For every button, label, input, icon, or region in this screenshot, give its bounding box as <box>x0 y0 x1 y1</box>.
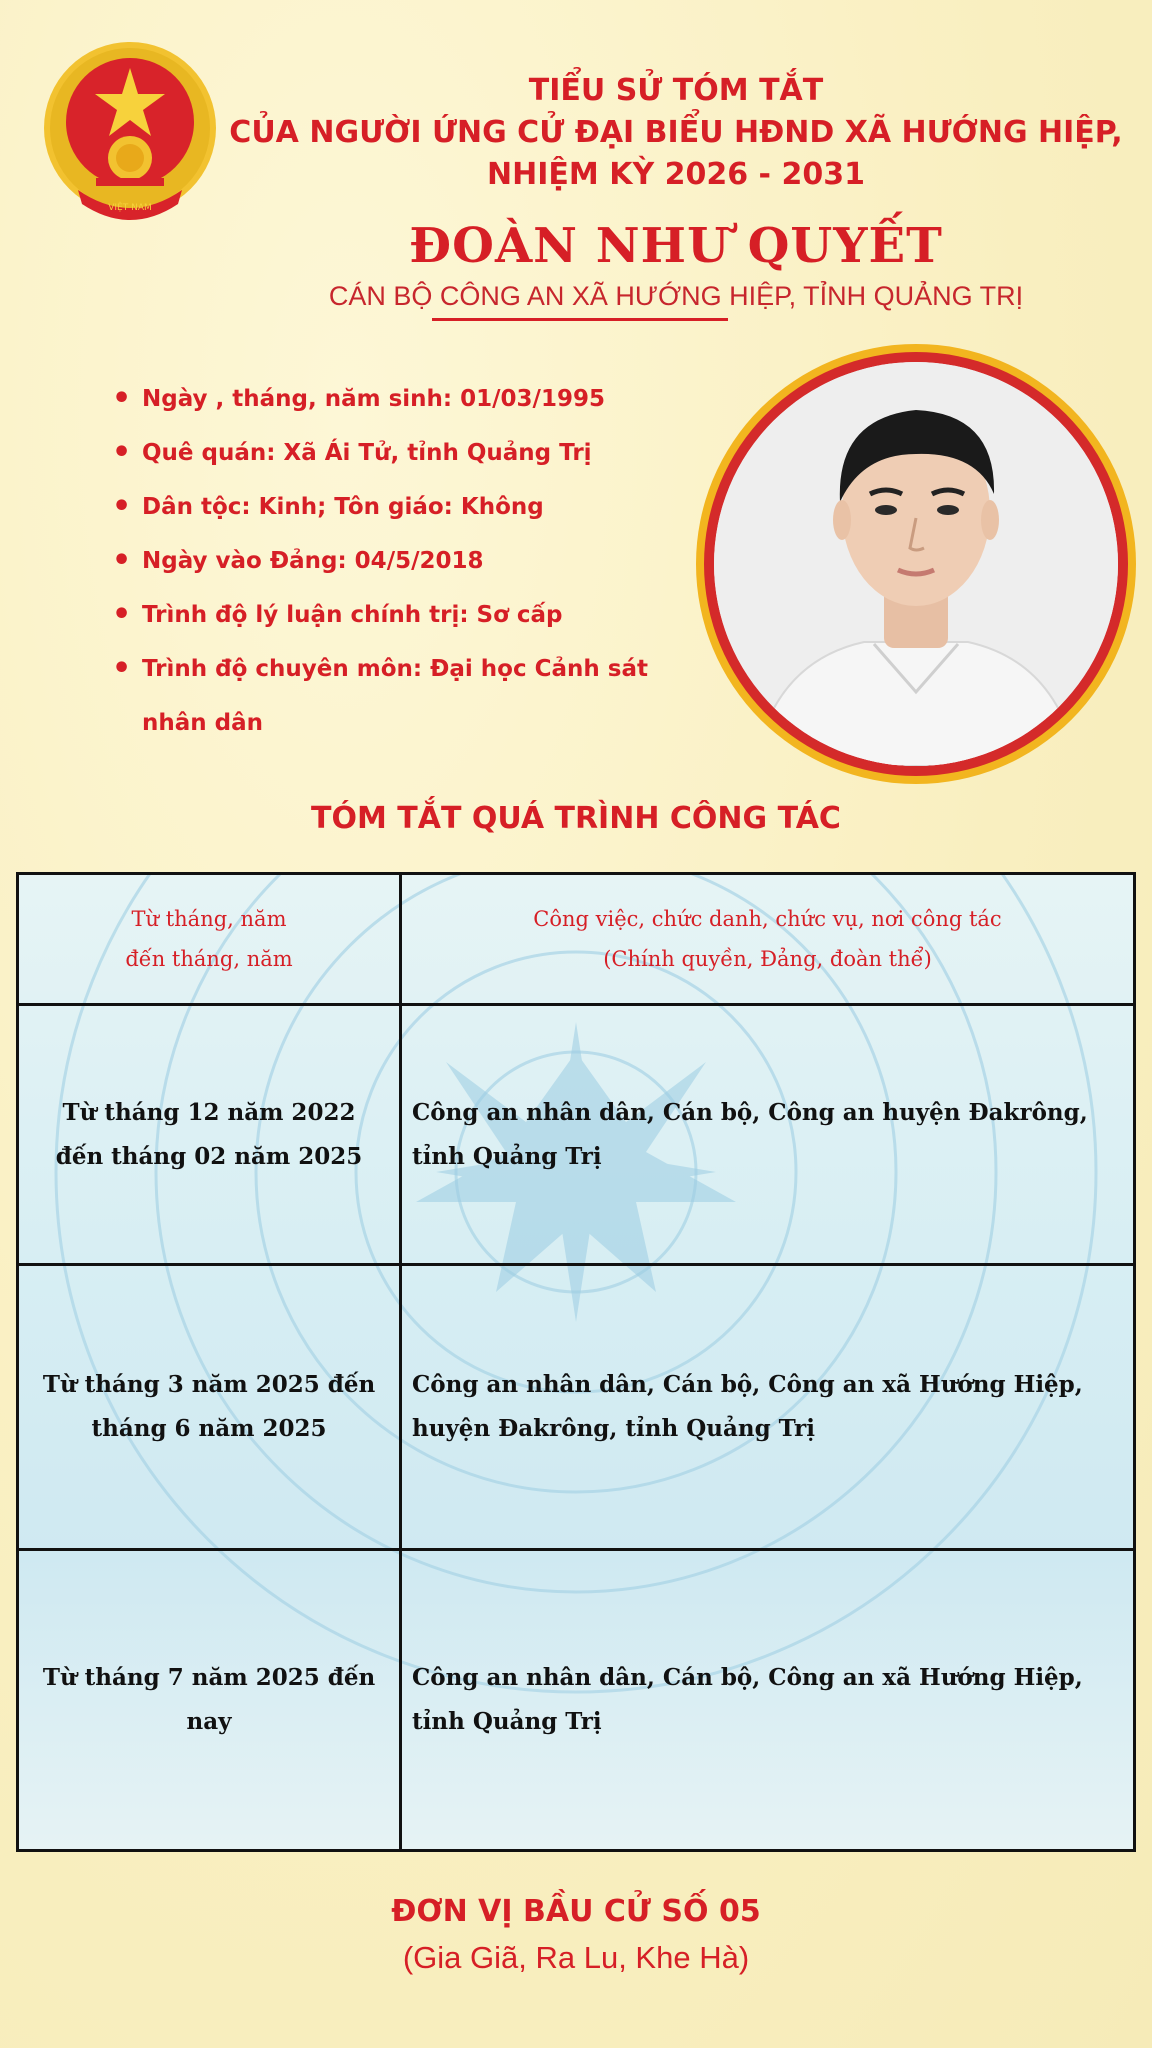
personal-info-list <box>110 372 690 750</box>
work-history-table-container <box>16 872 1136 1852</box>
header-job-line2: (Chính quyền, Đảng, đoàn thể) <box>603 947 932 972</box>
table-header-row <box>18 874 1135 1005</box>
period-line2: nay <box>186 1708 232 1736</box>
title-line-2: CỦA NGƯỜI ỨNG CỬ ĐẠI BIỂU HĐND XÃ HƯỚNG HIỆP, <box>229 115 1123 150</box>
national-emblem-icon <box>38 40 222 224</box>
job-line1: Công an nhân dân, Cán bộ, Công an xã Hướng Hiệp, <box>412 1371 1083 1399</box>
job-line1: Công an nhân dân, Cán bộ, Công an xã Hướng Hiệp, <box>412 1664 1083 1692</box>
job-line2: huyện Đakrông, tỉnh Quảng Trị <box>412 1415 815 1443</box>
info-birthdate: • Ngày , tháng, năm sinh: 01/03/1995 <box>110 372 690 426</box>
row-period <box>18 1265 401 1550</box>
candidate-name: ĐOÀN NHƯ QUYẾT <box>409 218 943 274</box>
row-job <box>401 1550 1135 1851</box>
period-line1: Từ tháng 3 năm 2025 đến <box>42 1371 376 1399</box>
header-period <box>18 874 401 1005</box>
header-period-line2: đến tháng, năm <box>125 947 293 972</box>
period-line1: Từ tháng 12 năm 2022 <box>62 1098 356 1126</box>
header-period-line1: Từ tháng, năm <box>131 907 287 932</box>
row-job <box>401 1265 1135 1550</box>
title-line-3: NHIỆM KỲ 2026 - 2031 <box>487 157 865 192</box>
title-line-1: TIỂU SỬ TÓM TẮT <box>528 73 824 108</box>
work-history-table <box>16 872 1136 1852</box>
period-line1: Từ tháng 7 năm 2025 đến <box>42 1664 376 1692</box>
info-professional-level: • Trình độ chuyên môn: Đại học Cảnh sát nhân dân <box>110 642 690 750</box>
info-political-level: • Trình độ lý luận chính trị: Sơ cấp <box>110 588 690 642</box>
table-row <box>18 1265 1135 1550</box>
job-line1: Công an nhân dân, Cán bộ, Công an huyện Đakrông, <box>412 1098 1088 1126</box>
job-line2: tỉnh Quảng Trị <box>412 1142 602 1170</box>
table-row <box>18 1550 1135 1851</box>
row-job <box>401 1005 1135 1265</box>
period-line2: tháng 6 năm 2025 <box>91 1415 327 1443</box>
portrait-image <box>714 362 1118 766</box>
row-period <box>18 1005 401 1265</box>
document-title <box>200 70 1152 196</box>
header-job-line1: Công việc, chức danh, chức vụ, nơi công tác <box>533 907 1002 932</box>
position-underline <box>432 318 728 321</box>
portrait-frame <box>696 344 1136 784</box>
electoral-areas: (Gia Giã, Ra Lu, Khe Hà) <box>402 1940 750 1975</box>
work-history-title: TÓM TẮT QUÁ TRÌNH CÔNG TÁC <box>311 801 841 836</box>
candidate-position: CÁN BỘ CÔNG AN XÃ HƯỚNG HIỆP, TỈNH QUẢNG TRỊ <box>328 281 1024 311</box>
row-period <box>18 1550 401 1851</box>
emblem-label: VIỆT NAM <box>108 203 152 213</box>
candidate-portrait <box>714 362 1118 766</box>
electoral-unit: ĐƠN VỊ BẦU CỬ SỐ 05 <box>391 1894 761 1929</box>
table-row <box>18 1005 1135 1265</box>
info-ethnicity-religion: • Dân tộc: Kinh; Tôn giáo: Không <box>110 480 690 534</box>
period-line2: đến tháng 02 năm 2025 <box>55 1142 363 1170</box>
job-line2: tỉnh Quảng Trị <box>412 1708 602 1736</box>
header-job <box>401 874 1135 1005</box>
info-party-date: • Ngày vào Đảng: 04/5/2018 <box>110 534 690 588</box>
info-hometown: • Quê quán: Xã Ái Tử, tỉnh Quảng Trị <box>110 426 690 480</box>
